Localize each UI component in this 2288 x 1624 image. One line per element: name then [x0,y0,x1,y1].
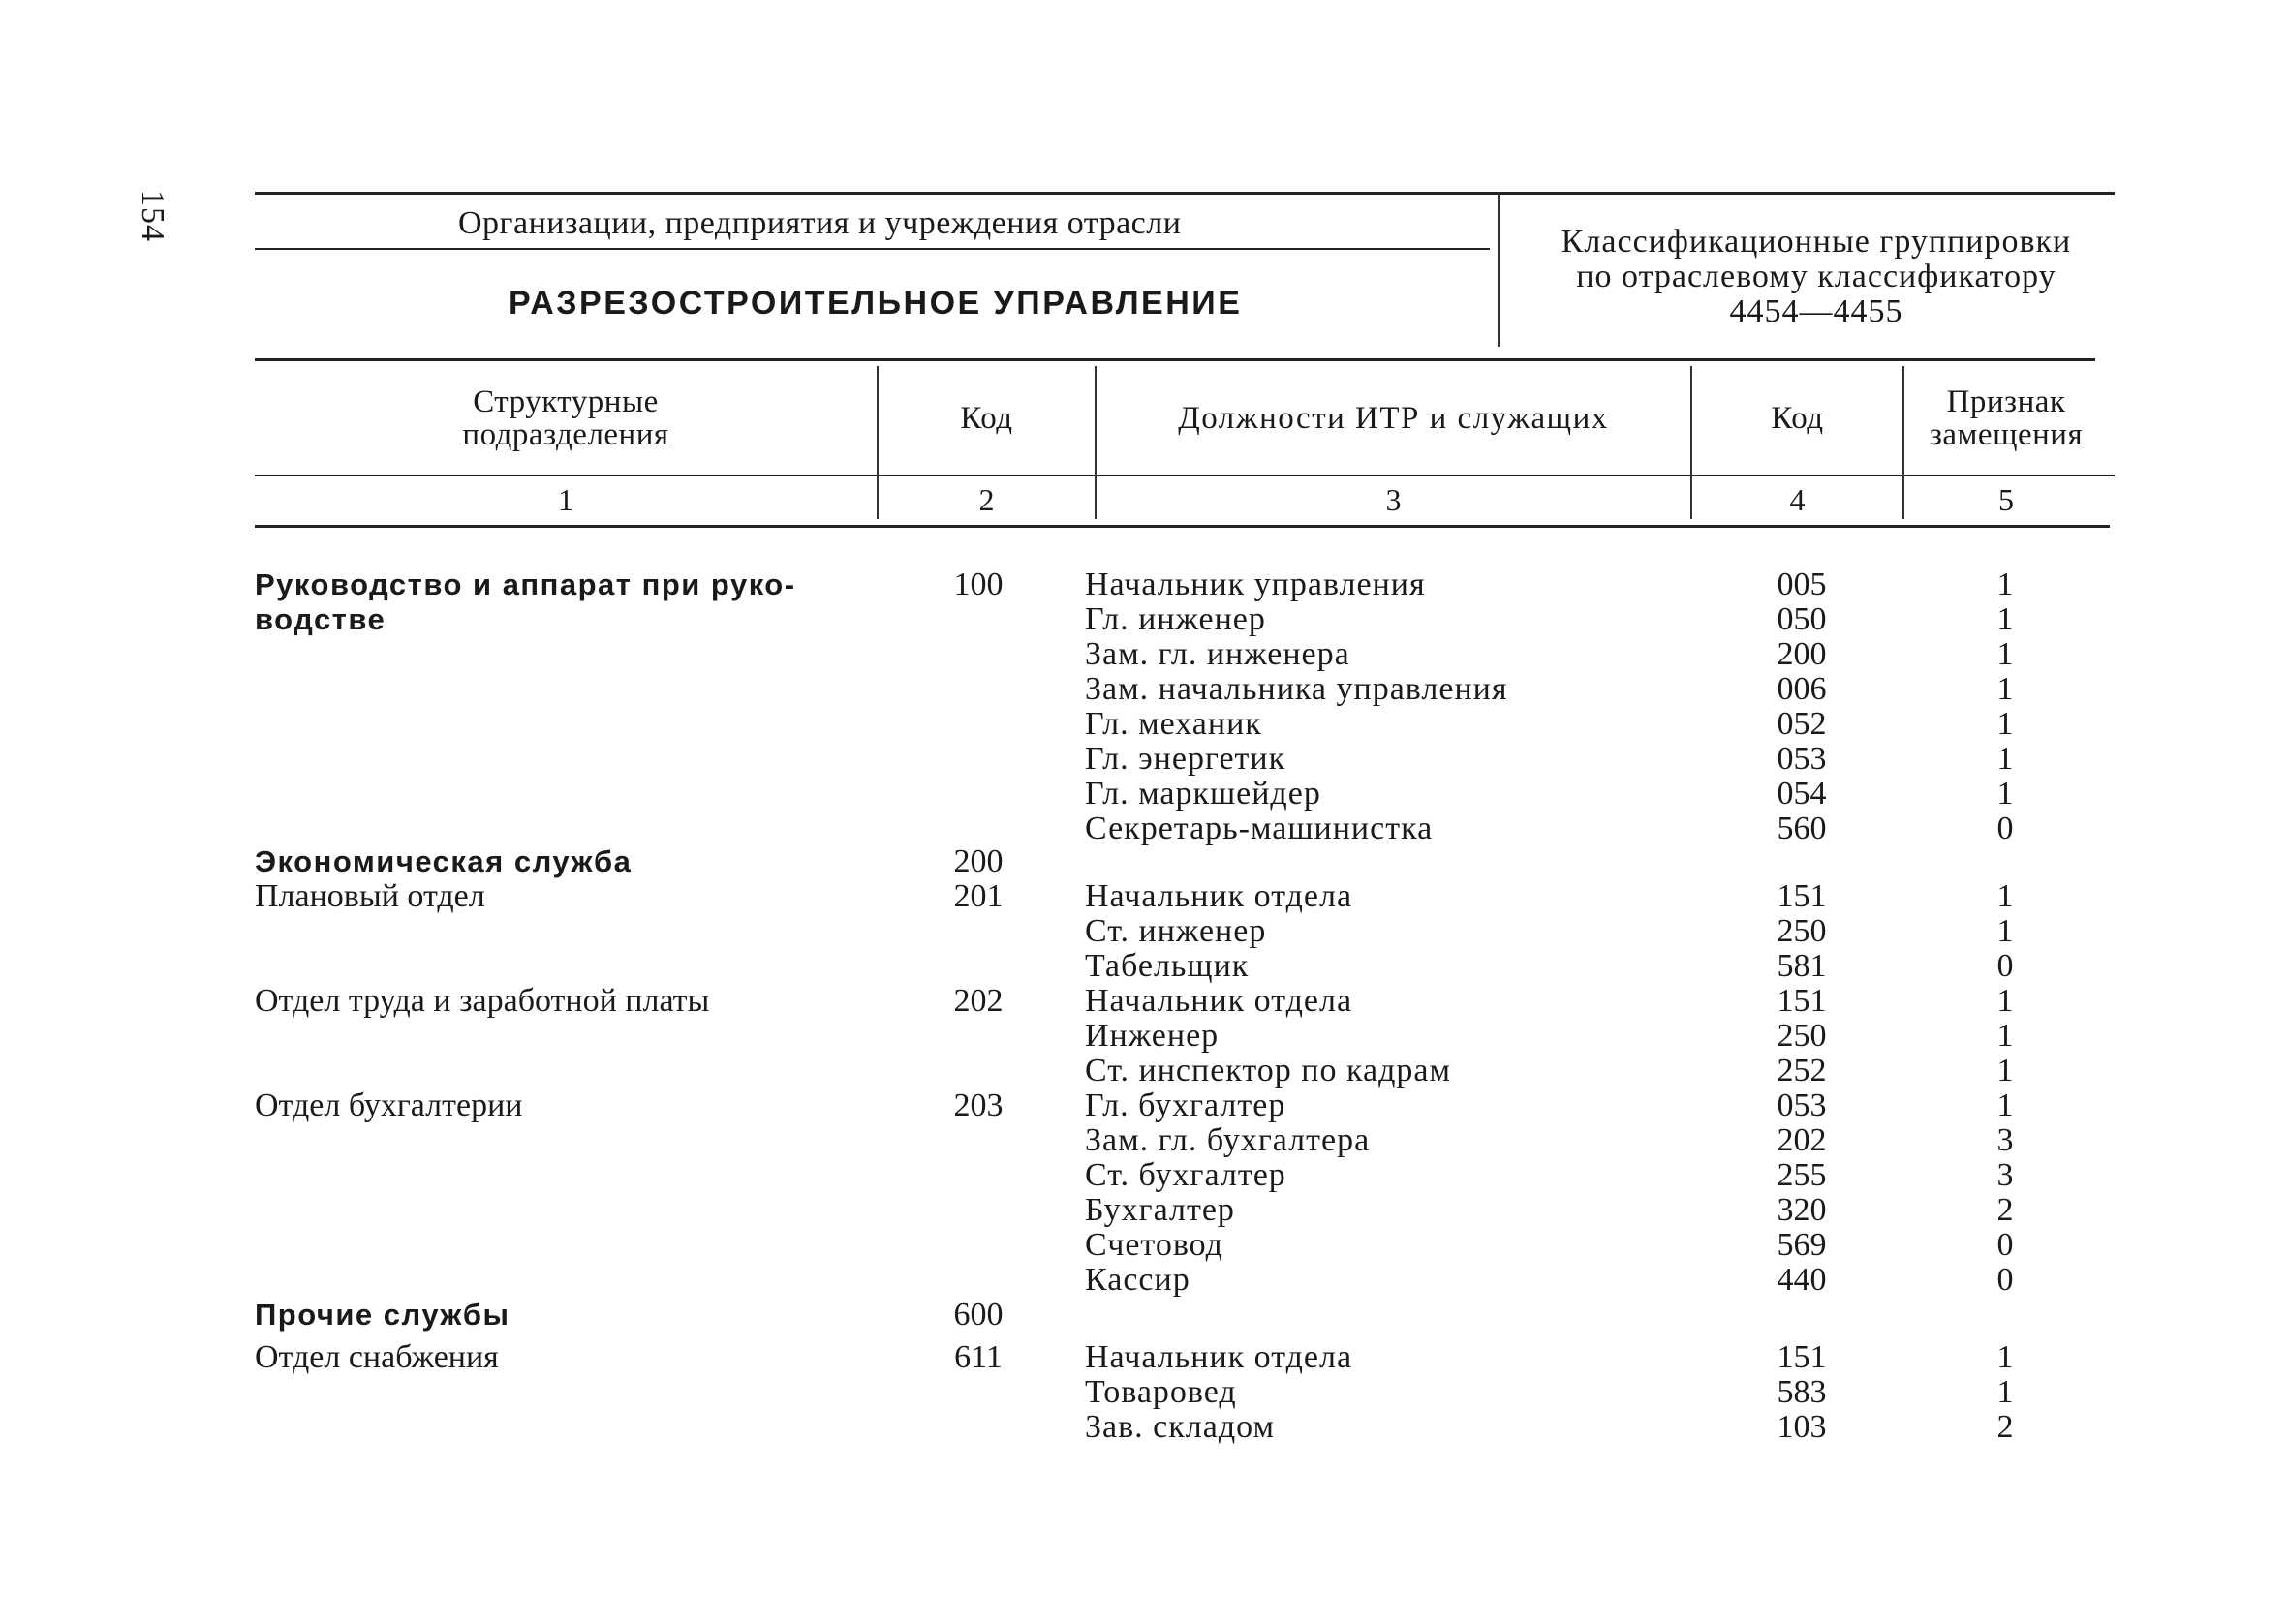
table-row [0,1340,2288,1375]
unit-name: Отдел бухгалтерии [255,1088,523,1123]
replacement-sign: 1 [1996,1374,2014,1410]
position-name: Бухгалтер [1085,1192,1235,1228]
position-code: 050 [1777,601,1827,637]
unit-name: Отдел снабжения [255,1339,499,1375]
classifier-line-1: Классификационные группировки [1561,224,2072,260]
replacement-sign: 3 [1996,1122,2014,1158]
position-name: Начальник отдела [1085,983,1353,1019]
unit-code: 202 [953,983,1004,1019]
position-name: Зам. гл. бухгалтера [1085,1122,1371,1158]
replacement-sign: 1 [1996,776,2014,812]
page-number: 154 [135,190,170,242]
col-number-2: 2 [978,482,995,517]
table-row [0,1088,2288,1123]
replacement-sign: 1 [1996,741,2014,777]
position-code: 052 [1777,706,1827,742]
org-caption: Организации, предприятия и учреждения отрасли [458,205,1182,241]
position-name: Начальник отдела [1085,1339,1353,1375]
col-header-2-label: Код [960,401,1013,436]
table-top-rule [255,358,2095,361]
position-name: Начальник отдела [1085,878,1353,914]
unit-name: Руководство и аппарат при руко- [255,567,796,601]
position-name: Счетовод [1085,1227,1223,1263]
position-code: 151 [1777,878,1827,914]
classifier-line-2: по отраслевому классификатору [1576,259,2056,294]
table-row [0,602,2288,637]
replacement-sign: 0 [1996,1262,2014,1298]
table-row [0,1228,2288,1263]
table-row [0,1298,2288,1333]
unit-name: Отдел труда и заработной платы [255,983,710,1019]
unit-code: 200 [953,843,1004,879]
replacement-sign: 2 [1996,1192,2014,1228]
classifier-line-3: 4454—4455 [1729,293,1903,329]
replacement-sign: 1 [1996,636,2014,672]
table-row [0,1193,2288,1228]
table-row [0,707,2288,742]
replacement-sign: 1 [1996,1018,2014,1054]
unit-code: 100 [953,567,1004,602]
replacement-sign: 0 [1996,811,2014,846]
top-rule [255,192,2115,195]
unit-name: Экономическая служба [255,844,633,878]
replacement-sign: 2 [1996,1409,2014,1445]
position-name: Гл. инженер [1085,601,1266,637]
table-row [0,1123,2288,1158]
position-code: 320 [1777,1192,1827,1228]
position-name: Гл. бухгалтер [1085,1088,1286,1123]
unit-name: Плановый отдел [255,878,485,914]
position-name: Товаровед [1085,1374,1237,1410]
replacement-sign: 1 [1996,706,2014,742]
col-header-4 [1692,372,1902,465]
unit-code: 203 [953,1088,1004,1123]
position-code: 151 [1777,983,1827,1019]
header-divider [1498,192,1500,347]
position-code: 054 [1777,776,1827,812]
replacement-sign: 1 [1996,1088,2014,1123]
table-row [0,879,2288,914]
classifier-heading [1511,225,2121,329]
col-number-1: 1 [558,482,573,517]
header-bottom-rule [255,525,2110,528]
position-name: Ст. инспектор по кадрам [1085,1053,1451,1088]
position-name: Зав. складом [1085,1409,1276,1445]
table-row [0,1375,2288,1410]
replacement-sign: 1 [1996,878,2014,914]
replacement-sign: 1 [1996,1053,2014,1088]
col-header-4-label: Код [1771,401,1824,436]
position-name: Табельщик [1085,948,1250,984]
col-header-3 [1097,372,1690,465]
org-title: РАЗРЕЗОСТРОИТЕЛЬНОЕ УПРАВЛЕНИЕ [509,285,1243,322]
position-name: Гл. механик [1085,706,1262,742]
position-name: Зам. начальника управления [1085,671,1508,707]
position-name: Ст. бухгалтер [1085,1157,1286,1193]
table-row [0,742,2288,777]
col-number-5: 5 [1998,482,2014,517]
position-code: 005 [1777,567,1827,602]
position-name: Начальник управления [1085,567,1426,602]
unit-code: 201 [953,878,1004,914]
table-row [0,949,2288,984]
position-code: 200 [1777,636,1827,672]
position-code: 202 [1777,1122,1827,1158]
position-code: 250 [1777,1018,1827,1054]
header-mid-rule [255,475,2115,476]
position-name: Секретарь-машинистка [1085,811,1434,846]
position-code: 103 [1777,1409,1827,1445]
table-row [0,567,2288,602]
unit-code: 611 [954,1339,1003,1375]
replacement-sign: 1 [1996,601,2014,637]
position-code: 053 [1777,1088,1827,1123]
position-name: Гл. маркшейдер [1085,776,1321,812]
table-row [0,637,2288,672]
col-header-1-label: Структурные подразделения [462,384,669,452]
replacement-sign: 0 [1996,948,2014,984]
table-row [0,1158,2288,1193]
table-row [0,777,2288,812]
table-row [0,1054,2288,1088]
position-name: Гл. энергетик [1085,741,1286,777]
replacement-sign: 1 [1996,913,2014,949]
position-code: 151 [1777,1339,1827,1375]
table-row [0,914,2288,949]
position-code: 583 [1777,1374,1827,1410]
col-header-3-label: Должности ИТР и служащих [1178,401,1609,436]
replacement-sign: 1 [1996,1339,2014,1375]
position-code: 252 [1777,1053,1827,1088]
position-name: Зам. гл. инженера [1085,636,1350,672]
replacement-sign: 1 [1996,983,2014,1019]
table-row [0,812,2288,846]
table-row [0,844,2288,879]
unit-name: водстве [255,602,386,636]
col-header-1 [255,372,877,465]
position-code: 560 [1777,811,1827,846]
position-code: 569 [1777,1227,1827,1263]
col-number-4: 4 [1789,482,1806,517]
position-code: 581 [1777,948,1827,984]
replacement-sign: 1 [1996,567,2014,602]
position-name: Инженер [1085,1018,1220,1054]
table-row [0,672,2288,707]
table-row [0,984,2288,1019]
col-header-2 [879,372,1095,465]
replacement-sign: 1 [1996,671,2014,707]
table-row [0,1410,2288,1445]
col-header-5 [1904,372,2108,465]
replacement-sign: 3 [1996,1157,2014,1193]
table-row [0,1263,2288,1298]
col-header-5-label: Признак замещения [1929,384,2084,452]
unit-code: 600 [953,1297,1004,1333]
position-code: 440 [1777,1262,1827,1298]
position-code: 053 [1777,741,1827,777]
col-number-3: 3 [1385,482,1402,517]
position-name: Кассир [1085,1262,1190,1298]
table-row [0,1019,2288,1054]
org-caption-rule [255,248,1490,250]
position-code: 250 [1777,913,1827,949]
position-code: 006 [1777,671,1827,707]
unit-name: Прочие службы [255,1298,510,1332]
position-code: 255 [1777,1157,1827,1193]
replacement-sign: 0 [1996,1227,2014,1263]
position-name: Ст. инженер [1085,913,1267,949]
